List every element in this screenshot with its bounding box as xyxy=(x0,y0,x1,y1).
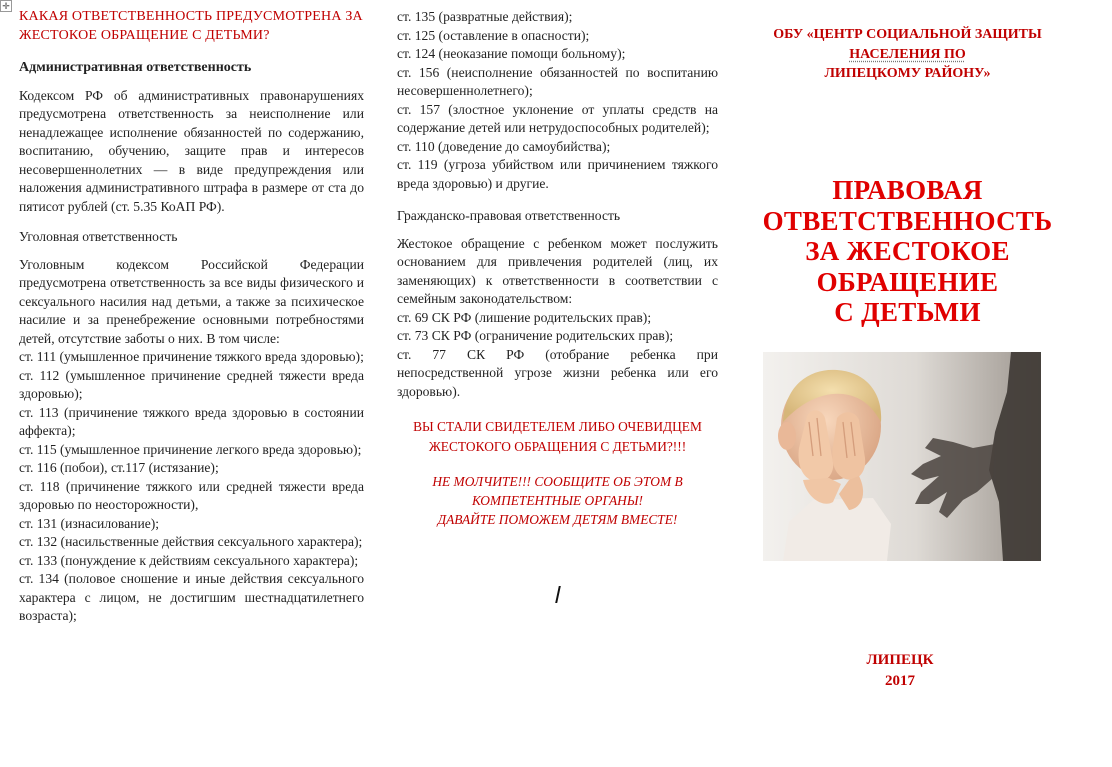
article-item: ст. 132 (насильственные действия сексуального характера); xyxy=(19,534,363,549)
org-line: ЛИПЕЦКОМУ РАЙОНУ» xyxy=(824,66,991,81)
article-item: ст. 73 СК РФ (ограничение родительских прав); xyxy=(397,328,674,343)
article-item: ст. 134 (половое сношение и иные действия сексуального характера с лицом, не достигшим шестнадцатилетнего возраста); xyxy=(19,571,364,623)
column-middle xyxy=(397,8,718,529)
main-question-heading: КАКАЯ ОТВЕТСТВЕННОСТЬ ПРЕДУСМОТРЕНА ЗА ЖЕСТОКОЕ ОБРАЩЕНИЕ С ДЕТЬМИ? xyxy=(19,9,363,43)
article-item: ст. 131 (изнасилование); xyxy=(19,515,160,531)
child-photo xyxy=(763,352,1041,561)
call-to-action-line: КОМПЕТЕНТНЫЕ ОРГАНЫ! xyxy=(471,492,643,508)
article-item: ст. 157 (злостное уклонение от уплаты средств на содержание детей или нетрудоспособных родителей); xyxy=(397,101,718,135)
civil-text: Жестокое обращение с ребенком может послужить основанием для привлечения родителей (лиц, их заменяющих) к ответственности в соответствии с семейным законодательством: xyxy=(397,235,718,306)
article-item: ст. 110 (доведение до самоубийства); xyxy=(397,138,611,154)
org-line: НАСЕЛЕНИЯ ПО xyxy=(849,46,966,62)
call-to-action-line: НЕ МОЛЧИТЕ!!! СООБЩИТЕ ОБ ЭТОМ В xyxy=(432,474,683,489)
article-item: ст. 118 (причинение тяжкого или средней тяжести вреда здоровью по неосторожности), xyxy=(19,478,364,512)
civil-heading: Гражданско-правовая ответственность xyxy=(397,208,621,223)
article-item: ст. 113 (причинение тяжкого вреда здоровью в состоянии аффекта); xyxy=(19,404,364,438)
criminal-text: Уголовным кодексом Российской Федерации предусмотрена ответственность за все виды физического и сексуального насилия над детьми, а также за психическое насилие и за пренебрежение основными потребностями детей, отсутствие заботы о них. В том числе: xyxy=(19,256,364,346)
title-line: ЗА ЖЕСТОКОЕ xyxy=(805,236,1010,266)
criminal-article-list-continued xyxy=(397,8,718,193)
article-item: ст. 69 СК РФ (лишение родительских прав); xyxy=(397,309,652,325)
column-left xyxy=(19,8,364,626)
witness-question-line: ВЫ СТАЛИ СВИДЕТЕЛЕМ ЛИБО ОЧЕВИДЦЕМ xyxy=(413,419,702,434)
criminal-heading: Уголовная ответственность xyxy=(19,229,178,244)
admin-heading: Административная ответственность xyxy=(19,60,252,75)
article-item: ст. 135 (развратные действия); xyxy=(397,9,573,24)
title-line: ПРАВОВАЯ xyxy=(832,175,983,205)
article-item: ст. 111 (умышленное причинение тяжкого вреда здоровью); xyxy=(19,349,364,364)
article-item: ст. 125 (оставление в опасности); xyxy=(397,27,590,43)
civil-article-list xyxy=(397,309,718,402)
title-line: ОБРАЩЕНИЕ xyxy=(816,266,999,297)
title-line: ОТВЕТСТВЕННОСТЬ xyxy=(762,205,1053,236)
move-handle-icon[interactable]: ✛ xyxy=(0,0,12,12)
city-and-year xyxy=(740,650,1060,692)
year: 2017 xyxy=(885,673,915,689)
brochure-title xyxy=(740,175,1075,328)
article-item: ст. 133 (понуждение к действиям сексуального характера); xyxy=(19,552,359,568)
article-item: ст. 112 (умышленное причинение средней тяжести вреда здоровью); xyxy=(19,367,364,401)
witness-question-line: ЖЕСТОКОГО ОБРАЩЕНИЯ С ДЕТЬМИ?!!! xyxy=(428,439,687,454)
article-item: ст. 124 (неоказание помощи больному); xyxy=(397,46,626,61)
article-item: ст. 116 (побои), ст.117 (истязание); xyxy=(19,460,219,475)
title-line: С ДЕТЬМИ xyxy=(834,297,981,327)
criminal-article-list xyxy=(19,348,364,626)
org-line: ОБУ «ЦЕНТР СОЦИАЛЬНОЙ ЗАЩИТЫ xyxy=(773,27,1042,42)
text-cursor xyxy=(555,586,561,603)
city-name: ЛИПЕЦК xyxy=(866,652,934,668)
call-to-action-line: ДАВАЙТЕ ПОМОЖЕМ ДЕТЯМ ВМЕСТЕ! xyxy=(437,511,678,527)
admin-text: Кодексом РФ об административных правонарушениях предусмотрена ответственность за неисполнение или ненадлежащее исполнение обязанностей по содержанию, воспитанию, обучению, защите прав и интересов несовершеннолетних — в виде предупреждения или наложения административного штрафа в размере от ста до пятисот рублей (ст. 5.35 КоАП РФ). xyxy=(19,87,364,214)
article-item: ст. 115 (умышленное причинение легкого вреда здоровью); xyxy=(19,441,362,457)
article-item: ст. 156 (неисполнение обязанностей по воспитанию несовершеннолетнего); xyxy=(397,64,718,98)
article-item: ст. 119 (угроза убийством или причинением тяжкого вреда здоровью) и другие. xyxy=(397,157,718,191)
article-item: ст. 77 СК РФ (отобрание ребенка при непосредственной угрозе жизни ребенка или его здоровью). xyxy=(397,346,718,399)
organization-name xyxy=(740,25,1075,84)
